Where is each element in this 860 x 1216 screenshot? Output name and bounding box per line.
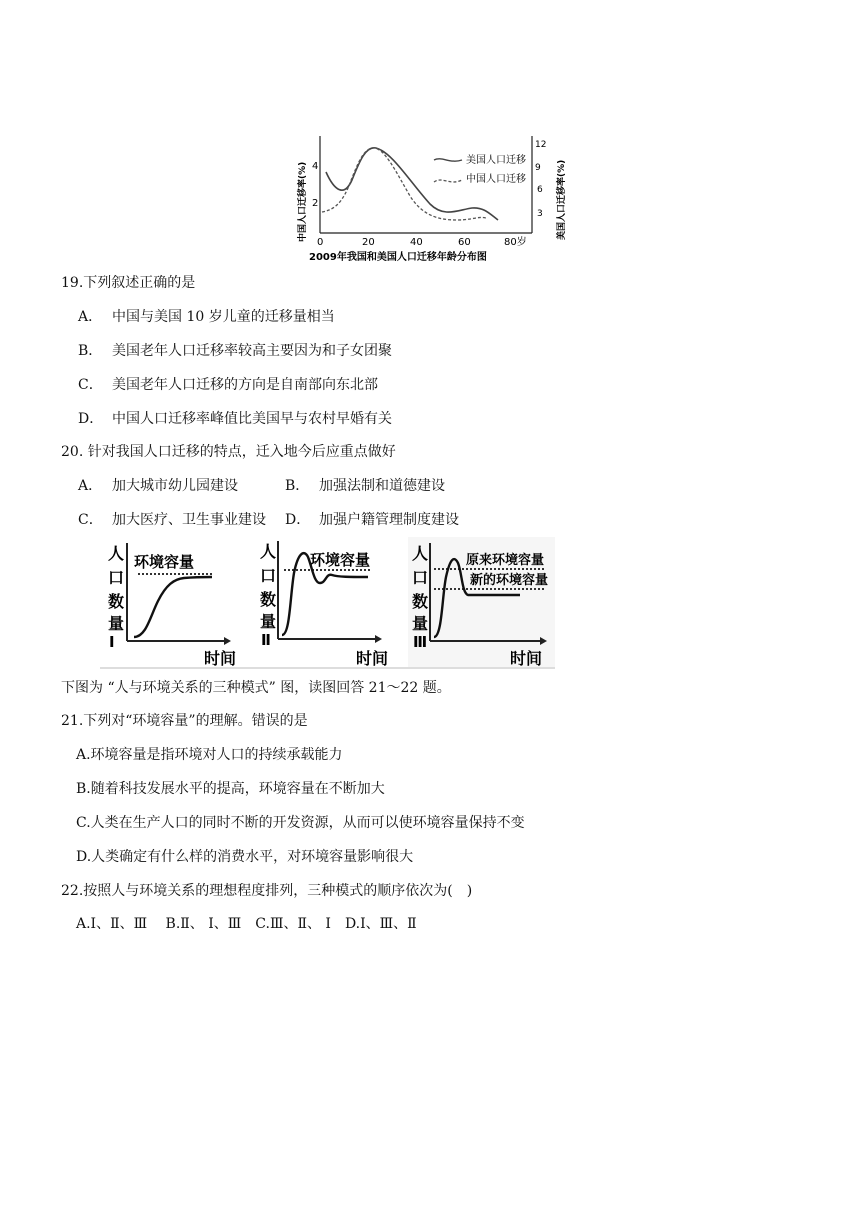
y-label-char: 量	[412, 614, 429, 633]
original-capacity-label: 原来环境容量	[466, 553, 545, 568]
x-tick: 0	[317, 237, 324, 248]
population-curve	[134, 577, 212, 637]
y-label-char: 数	[412, 592, 429, 611]
q22-stem: 22.按照人与环境关系的理想程度排列，三种模式的顺序依次为( )	[61, 883, 473, 899]
y-left-tick: 2	[312, 198, 319, 209]
y-right-tick: 6	[537, 185, 543, 195]
option-text: 中国与美国 10 岁儿童的迁移量相当	[112, 309, 335, 325]
y-right-axis-label: 美国人口迁移率(%)	[557, 159, 567, 240]
q20-option-b	[285, 476, 445, 496]
q21-stem: 21.下列对“环境容量”的理解。错误的是	[61, 713, 308, 729]
option-letter: B．	[78, 343, 103, 359]
x-axis-label: 时间	[510, 649, 543, 668]
y-label-char: 数	[260, 590, 277, 609]
legend-us-swatch	[434, 159, 462, 161]
option-text: 美国老年人口迁移的方向是自南部向东北部	[112, 377, 378, 393]
model-panel-1	[108, 543, 236, 668]
q20-option-c	[78, 510, 266, 530]
y-label-char: 口	[108, 568, 125, 587]
option-text: 加大医疗、卫生事业建设	[112, 512, 266, 528]
q21-option-c: C.人类在生产人口的同时不断的开发资源，从而可以使环境容量保持不变	[76, 815, 525, 831]
y-label-char: 口	[260, 566, 277, 585]
capacity-label: 环境容量	[310, 551, 371, 569]
q19-stem: 19.下列叙述正确的是	[61, 275, 196, 291]
figure1-caption: 2009年我国和美国人口迁移年龄分布图	[309, 252, 487, 263]
q22-options: A.Ⅰ、Ⅱ、Ⅲ B.Ⅱ、 Ⅰ、Ⅲ C.Ⅲ、Ⅱ、 Ⅰ D.Ⅰ、Ⅲ、Ⅱ	[76, 916, 417, 932]
y-label-char: 人	[108, 544, 125, 563]
y-right-tick: 3	[537, 209, 543, 219]
option-letter: A．	[78, 309, 103, 325]
legend-cn-label: 中国人口迁移	[466, 174, 526, 185]
option-letter: D．	[285, 512, 311, 528]
y-right-tick: 9	[535, 163, 541, 173]
option-text: 加大城市幼儿园建设	[112, 478, 238, 494]
y-label-char: 人	[412, 544, 429, 563]
option-letter: A．	[78, 478, 103, 494]
q21-option-d: D.人类确定有什么样的消费水平，对环境容量影响很大	[76, 849, 414, 865]
y-label-char: 量	[260, 612, 277, 631]
q21-option-b: B.随着科技发展水平的提高，环境容量在不断加大	[76, 781, 385, 797]
x-tick: 40	[410, 237, 423, 248]
y-right-tick: 12	[535, 140, 547, 150]
y-label-char: 量	[108, 614, 125, 633]
option-letter: C．	[78, 377, 103, 393]
legend-us-label: 美国人口迁移	[466, 155, 526, 166]
model-panel-3	[408, 537, 555, 668]
option-text: 中国人口迁移率峰值比美国早与农村早婚有关	[112, 411, 392, 427]
x-tick: 80岁	[504, 237, 527, 248]
option-text: 加强户籍管理制度建设	[319, 512, 459, 528]
option-letter: B．	[285, 478, 310, 494]
y-left-axis-label: 中国人口迁移率(%)	[298, 161, 308, 242]
q19-option-c	[78, 375, 378, 395]
new-capacity-label: 新的环境容量	[470, 573, 549, 588]
q19-option-d	[78, 409, 392, 429]
x-tick: 20	[362, 237, 375, 248]
q21-option-a: A.环境容量是指环境对人口的持续承载能力	[76, 747, 343, 763]
environment-models-figure	[100, 537, 555, 669]
model-panel-2	[260, 541, 388, 668]
option-text: 美国老年人口迁移率较高主要因为和子女团聚	[112, 343, 392, 359]
option-text: 加强法制和道德建设	[319, 478, 445, 494]
option-letter: C．	[78, 512, 103, 528]
section-intro: 下图为 “人与环境关系的三种模式” 图，读图回答 21～22 题。	[61, 680, 451, 696]
q19-option-a	[78, 307, 335, 327]
panel-roman: Ⅰ	[109, 633, 115, 651]
x-axis-label: 时间	[356, 649, 389, 668]
option-letter: D．	[78, 411, 104, 427]
q20-stem: 20. 针对我国人口迁移的特点，迁入地今后应重点做好	[61, 444, 396, 460]
y-label-char: 口	[412, 568, 429, 587]
y-left-tick: 4	[312, 161, 319, 172]
q20-option-a	[78, 476, 238, 496]
q20-option-d	[285, 510, 459, 530]
migration-age-chart	[292, 132, 582, 266]
cn-migration-curve	[322, 148, 486, 220]
y-label-char: 人	[260, 542, 277, 561]
capacity-label: 环境容量	[134, 553, 195, 571]
legend-cn-swatch	[434, 180, 462, 182]
panel-roman: Ⅱ	[261, 631, 271, 649]
q19-option-b	[78, 341, 392, 361]
x-tick: 60	[458, 237, 471, 248]
panel-roman: Ⅲ	[413, 633, 428, 651]
x-axis-label: 时间	[204, 649, 237, 668]
y-label-char: 数	[108, 592, 125, 611]
